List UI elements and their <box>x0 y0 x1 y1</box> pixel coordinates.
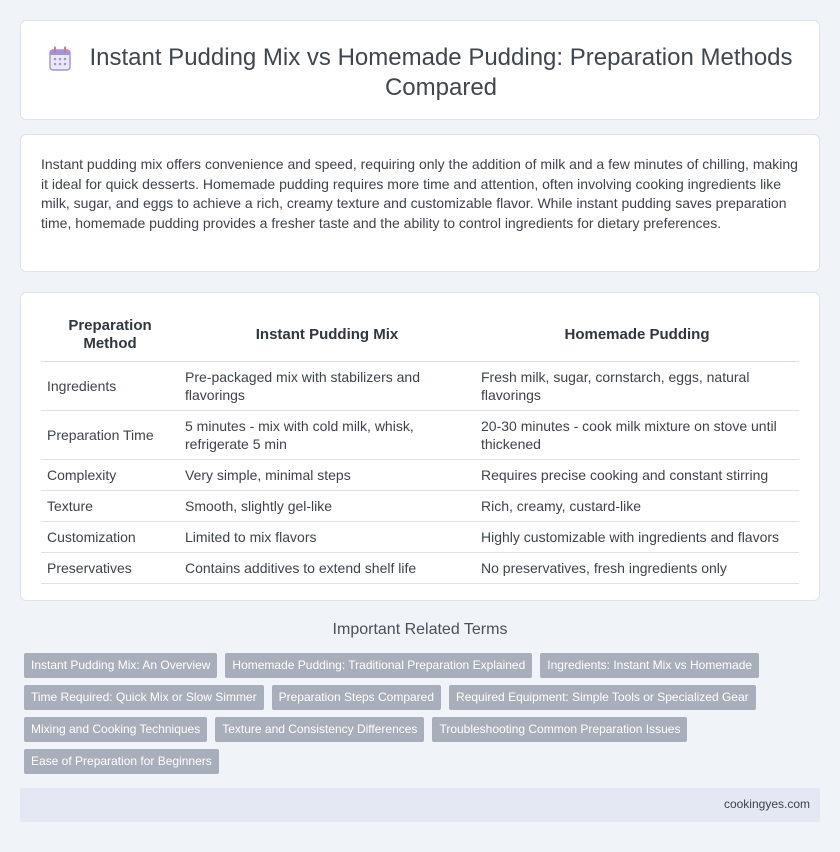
related-term-tag[interactable]: Troubleshooting Common Preparation Issues <box>432 717 687 742</box>
column-header: Homemade Pudding <box>475 309 799 362</box>
table-cell: Highly customizable with ingredients and flavors <box>475 522 799 553</box>
table-row <box>41 362 799 411</box>
row-label: Preparation Time <box>41 411 179 460</box>
table-cell: Pre-packaged mix with stabilizers and flavorings <box>179 362 475 411</box>
row-label: Complexity <box>41 460 179 491</box>
related-term-tag[interactable]: Instant Pudding Mix: An Overview <box>24 653 217 678</box>
table-cell: Limited to mix flavors <box>179 522 475 553</box>
table-cell: 5 minutes - mix with cold milk, whisk, refrigerate 5 min <box>179 411 475 460</box>
footer-bar <box>20 788 820 822</box>
related-term-tag[interactable]: Mixing and Cooking Techniques <box>24 717 207 742</box>
column-header: Instant Pudding Mix <box>179 309 475 362</box>
column-header: Preparation Method <box>41 309 179 362</box>
intro-card <box>20 134 820 272</box>
calendar-icon <box>49 46 71 72</box>
intro-paragraph: Instant pudding mix offers convenience and speed, requiring only the addition of milk and a few minutes of chilling, making it ideal for quick desserts. Homemade pudding requires more time and attention, often involving cooking ingredients like milk, sugar, and eggs to achieve a rich, creamy texture and customizable flavor. While instant pudding saves preparation time, homemade pudding provides a fresher taste and the ability to control ingredients for dietary preferences. <box>41 156 798 231</box>
row-label: Ingredients <box>41 362 179 411</box>
row-label: Preservatives <box>41 553 179 584</box>
related-term-tag[interactable]: Time Required: Quick Mix or Slow Simmer <box>24 685 264 710</box>
related-term-tag[interactable]: Ingredients: Instant Mix vs Homemade <box>540 653 759 678</box>
table-cell: Very simple, minimal steps <box>179 460 475 491</box>
header-card <box>20 20 820 120</box>
table-row <box>41 411 799 460</box>
related-term-tag[interactable]: Preparation Steps Compared <box>272 685 441 710</box>
row-label: Texture <box>41 491 179 522</box>
table-cell: Requires precise cooking and constant stirring <box>475 460 799 491</box>
table-row <box>41 491 799 522</box>
row-label: Customization <box>41 522 179 553</box>
page-title: Instant Pudding Mix vs Homemade Pudding: Preparation Methods Compared <box>89 44 793 101</box>
table-row <box>41 460 799 491</box>
comparison-card <box>20 292 820 601</box>
footer-site-link[interactable]: cookingyes.com <box>723 797 810 811</box>
related-terms-title: Important Related Terms <box>332 621 508 638</box>
table-cell: No preservatives, fresh ingredients only <box>475 553 799 584</box>
table-cell: Rich, creamy, custard-like <box>475 491 799 522</box>
related-term-tag[interactable]: Homemade Pudding: Traditional Preparation Explained <box>225 653 532 678</box>
table-row <box>41 522 799 553</box>
table-cell: 20-30 minutes - cook milk mixture on stove until thickened <box>475 411 799 460</box>
title-row <box>21 43 821 103</box>
table-row <box>41 553 799 584</box>
table-cell: Smooth, slightly gel-like <box>179 491 475 522</box>
related-term-tag[interactable]: Ease of Preparation for Beginners <box>24 749 219 774</box>
related-term-tag[interactable]: Texture and Consistency Differences <box>215 717 424 742</box>
table-cell: Fresh milk, sugar, cornstarch, eggs, natural flavorings <box>475 362 799 411</box>
table-header-row <box>41 309 799 362</box>
related-term-tag[interactable]: Required Equipment: Simple Tools or Specialized Gear <box>449 685 756 710</box>
comparison-table <box>41 309 799 584</box>
related-terms-list <box>24 653 804 774</box>
table-cell: Contains additives to extend shelf life <box>179 553 475 584</box>
